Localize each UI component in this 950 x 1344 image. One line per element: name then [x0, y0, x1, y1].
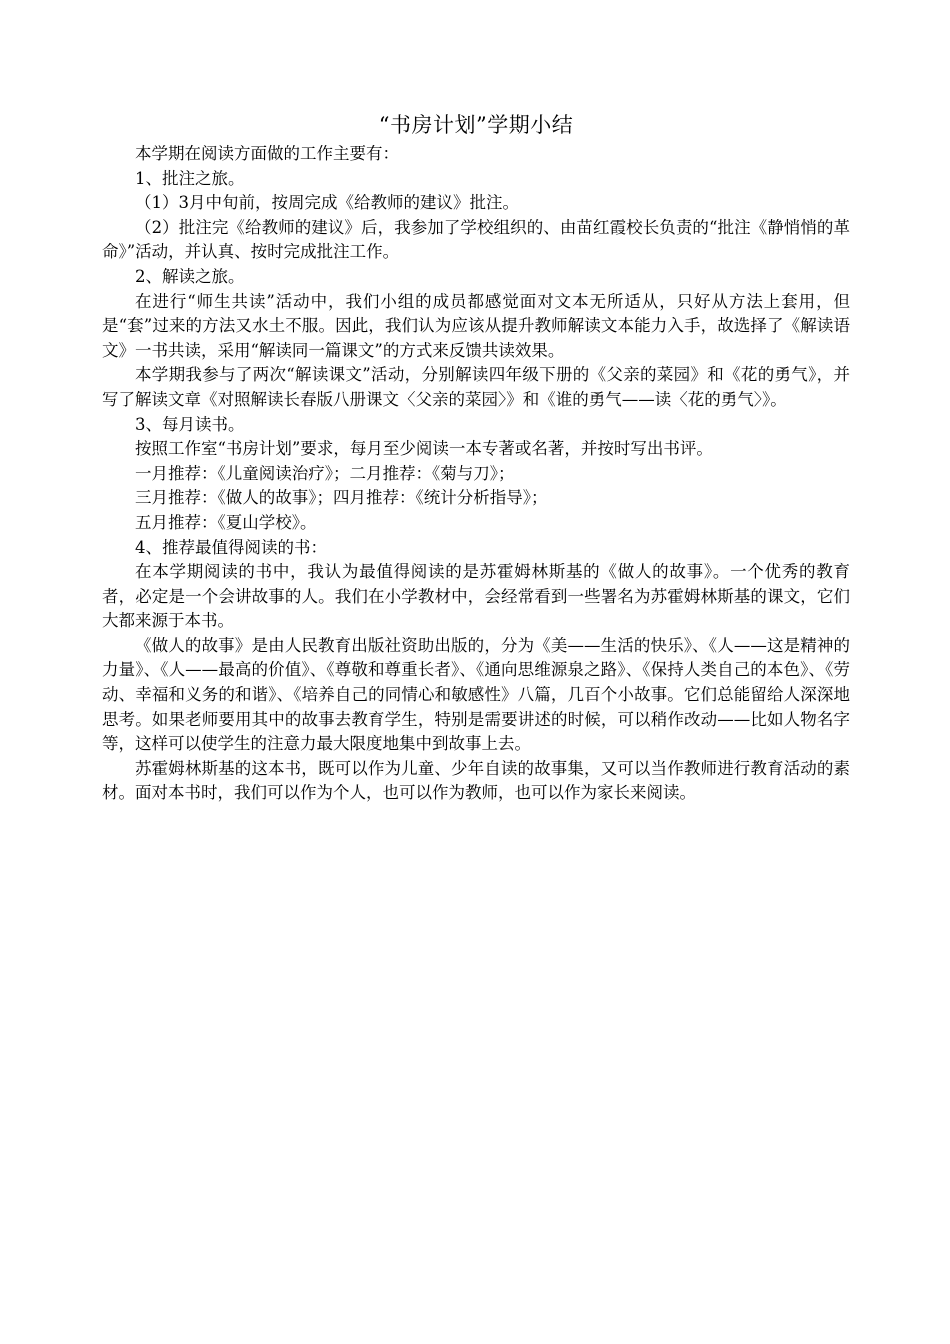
section-heading-best-book: 4、推荐最值得阅读的书：	[135, 537, 327, 557]
document-title: “书房计划”学期小结	[378, 113, 574, 137]
paragraph-interpretation-2: 本学期我参与了两次“解读课文”活动，分别解读四年级下册的《父亲的菜园》和《花的勇气》，并写了解读文章《对照解读长春版八册课文〈父亲的菜园〉》和《谁的勇气——读〈花的勇气〉》。	[102, 365, 850, 409]
recommendation-line-2: 三月推荐：《做人的故事》；四月推荐：《统计分析指导》；	[135, 488, 548, 508]
section-heading-annotation: 1、批注之旅。	[135, 168, 245, 188]
paragraph-best-book-1: 在本学期阅读的书中，我认为最值得阅读的是苏霍姆林斯基的《做人的故事》。一个优秀的教育者，必定是一个会讲故事的人。我们在小学教材中，会经常看到一些署名为苏霍姆林斯基的课文，它们大都来源于本书。	[102, 562, 850, 631]
paragraph-intro: 本学期在阅读方面做的工作主要有：	[135, 144, 399, 163]
recommendation-line-3: 五月推荐：《夏山学校》。	[135, 512, 317, 532]
document-page	[102, 108, 850, 806]
paragraph-annotation-1: （1）3月中旬前，按周完成《给教师的建议》批注。	[135, 193, 519, 213]
recommendation-line-1: 一月推荐：《儿童阅读治疗》；二月推荐：《菊与刀》；	[135, 463, 515, 483]
section-heading-monthly-reading: 3、每月读书。	[135, 414, 245, 434]
section-heading-interpretation: 2、解读之旅。	[135, 266, 245, 286]
paragraph-interpretation-1: 在进行“师生共读”活动中，我们小组的成员都感觉面对文本无所适从，只好从方法上套用，但是“套”过来的方法又水土不服。因此，我们认为应该从提升教师解读文本能力入手，故选择了《解读语文》一书共读，采用“解读同一篇课文”的方式来反馈共读效果。	[102, 291, 850, 360]
paragraph-best-book-2: 《做人的故事》是由人民教育出版社资助出版的，分为《美——生活的快乐》、《人——这是精神的力量》、《人——最高的价值》、《尊敬和尊重长者》、《通向思维源泉之路》、《保持人类自己的本色》、《劳动、幸福和义务的和谐》、《培养自己的同情心和敏感性》八篇，几百个小故事。它们总能留给人深深地思考。如果老师要用其中的故事去教育学生，特别是需要讲述的时候，可以稍作改动——比如人物名字等，这样可以使学生的注意力最大限度地集中到故事上去。	[102, 635, 850, 754]
paragraph-best-book-3: 苏霍姆林斯基的这本书，既可以作为儿童、少年自读的故事集，又可以当作教师进行教育活动的素材。面对本书时，我们可以作为个人，也可以作为教师，也可以作为家长来阅读。	[102, 758, 850, 803]
paragraph-annotation-2: （2）批注完《给教师的建议》后，我参加了学校组织的、由苗红霞校长负责的“批注《静悄悄的革命》”活动，并认真、按时完成批注工作。	[102, 217, 850, 262]
paragraph-monthly-reading: 按照工作室“书房计划”要求，每月至少阅读一本专著或名著，并按时写出书评。	[135, 439, 713, 459]
